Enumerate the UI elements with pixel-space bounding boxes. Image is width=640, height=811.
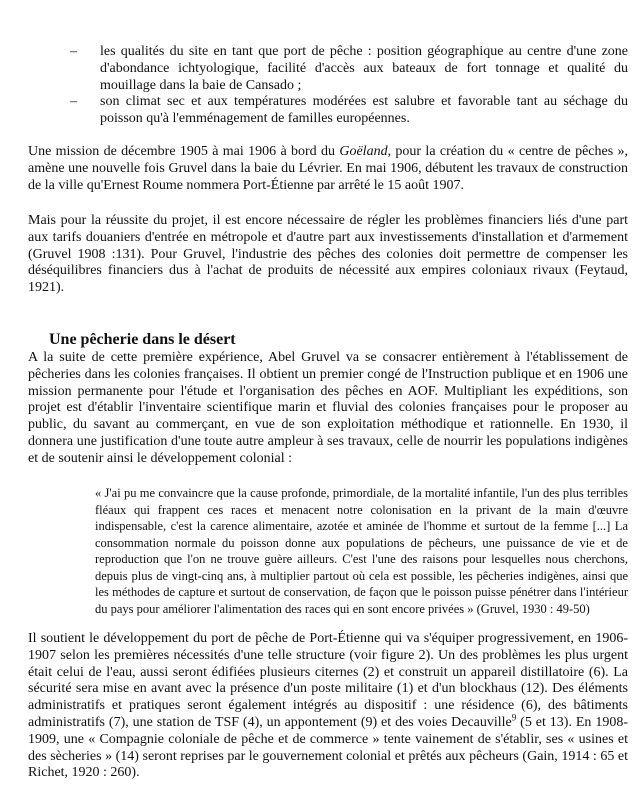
bullet-marker: –: [70, 44, 77, 59]
bullet-marker: –: [70, 94, 77, 110]
list-item: [60, 94, 628, 128]
bullet-text: les qualités du site en tant que port de pêche : position géographique au centre d'une zone d'abondance ichtyologique, facilité d'accès aux bateaux de fort tonnage et qualité du mouillage dans la baie de Cansado ;: [100, 44, 628, 93]
bullet-text: son climat sec et aux températures modérées est salubre et favorable tant au séchage du poisson qu'à l'emménagement de familles européennes.: [100, 94, 628, 127]
port-text-end: (5 et 13). En 1908-1909, une « Compagnie coloniale de pêche et de commerce » tente vainement de s'établir, ses « usines et des sècheries » (14) seront reprises par le gouvernement colonial et prêtés aux pêcheurs (Gain, 1914 : 65 et Richet, 1920 : 260).: [28, 714, 628, 781]
ship-name: Goëland: [339, 144, 388, 159]
paragraph-gruvel: A la suite de cette première expérience, Abel Gruvel va se consacrer entièrement à l'établissement de pêcheries dans les colonies françaises. Il obtient un premier congé de l'Instruction publique et en 1906 une mission permanente pour l'étude et l'organisation des pêches en AOF. Multipliant les expéditions, son projet est d'établir l'inventaire scientifique marin et fluvial des colonies françaises pour le proposer au public, du savant au commerçant, en vue de son exploitation méthodique et rationnelle. En 1930, il donnera une justification d'une toute autre ampleur à ses travaux, celle de nourrir les populations indigènes et de soutenir ainsi le développement colonial :: [28, 350, 628, 466]
mission-text-start: Une mission de décembre 1905 à mai 1906 à bord du: [28, 144, 340, 159]
section-heading: Une pêcherie dans le désert: [49, 331, 236, 348]
paragraph-finance: Mais pour la réussite du projet, il est encore nécessaire de régler les problèmes financiers liés d'une part aux tarifs douaniers d'entrée en métropole et d'autre part aux investissements d'installation et d'armement (Gruvel 1908 :131). Pour Gruvel, l'industrie des pêches des colonies doit permettre de compenser les déséquilibres financiers dus à l'achat de produits de nécessité aux empires coloniaux rivaux (Feytaud, 1921).: [28, 213, 628, 296]
footnote-reference: 9: [511, 712, 517, 723]
port-text-start: Il soutient le développement du port de pêche de Port-Étienne qui va s'équiper progressivement, en 1906-1907 selon les premières nécessités d'une telle structure (voir figure 2). Un des problèmes les plus urgent était celui de l'eau, aussi seront édifiées plusieurs citernes (2) et construit un appareil distillatoire (6). La sécurité sera mise en avant avec la présence d'un poste militaire (1) et d'un blockhaus (12). Des éléments administratifs et pratiques seront également intégrés au dispositif : une résidence (6), des bâtiments administratifs (7), une station de TSF (4), un appontement (9) et des voies Decauville: [28, 631, 628, 730]
mission-text-end: , pour la création du « centre de pêches », amène une nouvelle fois Gruvel dans la baie du Lévrier. En mai 1906, débutent les travaux de construction de la ville qu'Ernest Roume nommera Port-Étienne par arrêté le 15 août 1907.: [28, 144, 628, 193]
paragraph-port: [28, 631, 628, 782]
bullet-list: [60, 44, 628, 128]
paragraph-mission: [28, 144, 628, 194]
block-quote: « J'ai pu me convaincre que la cause profonde, primordiale, de la mortalité infantile, l'un des plus terribles fléaux qui frappent ces races et menacent notre colonisation en la privant de la main d'œuvre indispensable, c'est la carence alimentaire, azotée et aminée de l'homme et surtout de la femme [...] La consommation normale du poisson donne aux populations de pêcheurs, une puissance de vie et de reproduction que l'on ne trouve guère ailleurs. C'est l'une des raisons pour lesquelles nous cherchons, depuis plus de vingt-cinq ans, à multiplier partout où cela est possible, les pêcheries indigènes, ainsi que les méthodes de capture et surtout de conservation, de façon que le poisson puisse pénétrer dans l'intérieur du pays pour améliorer l'alimentation des races qui en sont encore privées » (Gruvel, 1930 : 49-50): [95, 486, 628, 616]
list-item: [60, 44, 628, 94]
